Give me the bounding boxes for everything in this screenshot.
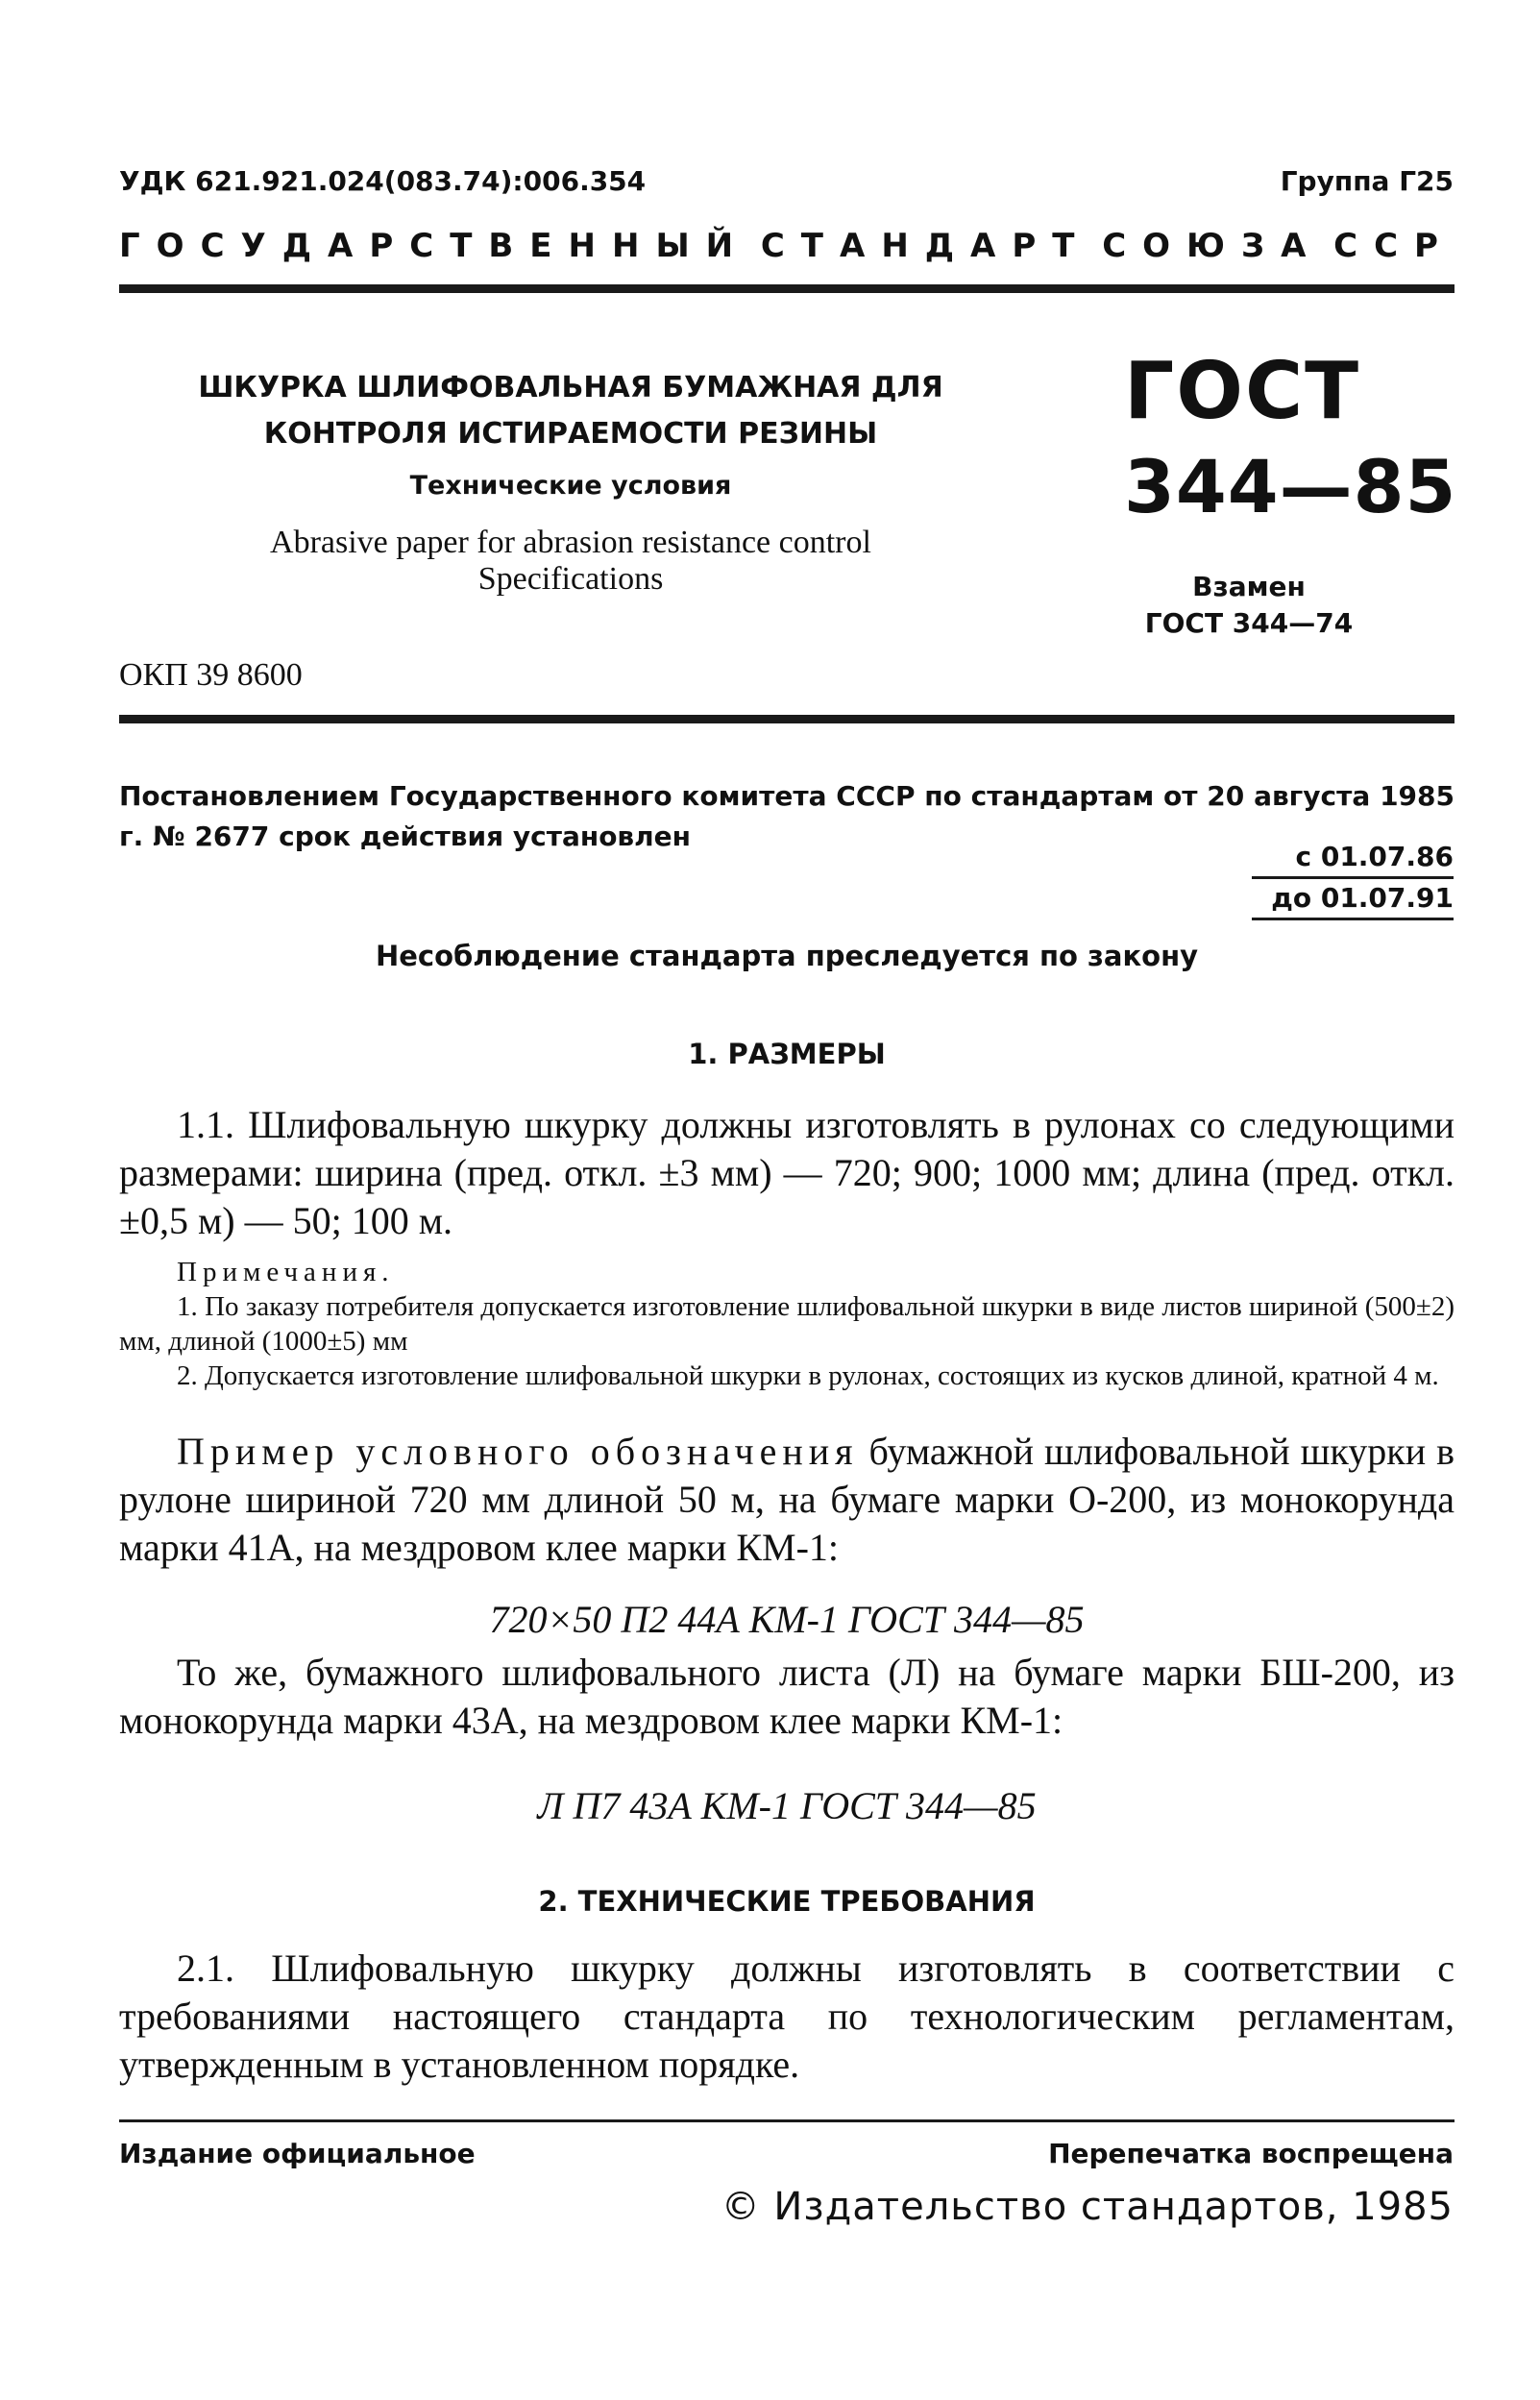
replaced-document: ГОСТ 344—74 [1144, 607, 1354, 639]
title-line-2: КОНТРОЛЯ ИСТИРАЕМОСТИ РЕЗИНЫ [263, 417, 878, 451]
english-title [119, 525, 1022, 598]
document-title [119, 365, 1022, 457]
header-rule [119, 284, 1454, 293]
gost-number: 344—85 [1124, 444, 1457, 529]
note-1: 1. По заказу потребителя допускается изготовление шлифовальной шкурки в виде листов шириной (500±2) мм, длиной (1000±5) мм [119, 1291, 1454, 1357]
okp-code: ОКП 39 8600 [119, 657, 303, 693]
title-block-rule [119, 715, 1454, 723]
reprint-prohibited-label: Перепечатка воспрещена [1048, 2138, 1454, 2169]
english-title-line-2: Specifications [477, 561, 664, 597]
clause-1-1: 1.1. Шлифовальную шкурку должны изготовлять в рулонах со следующими размерами: ширина (пред. откл. ±3 мм) — 720; 900; 1000 мм; длина (пред. откл. ±0,5 м) — 50; 100 м. [119, 1103, 1454, 1242]
copyright-notice: © Издательство стандартов, 1985 [721, 2185, 1454, 2229]
replace-label: Взамен [1192, 571, 1306, 602]
same-paragraph: То же, бумажного шлифовального листа (Л) на бумаге марки БШ-200, из монокорунда марки 43А, на мездровом клее марки КМ-1: [119, 1651, 1454, 1742]
example-lead: Пример условного обозначения [177, 1430, 859, 1473]
designation-example-1: 720×50 П2 44А КМ-1 ГОСТ 344—85 [489, 1598, 1085, 1641]
official-edition-label: Издание официальное [119, 2138, 476, 2169]
designation-example-2: Л П7 43А КМ-1 ГОСТ 344—85 [537, 1784, 1037, 1827]
state-standard-word-4: ССР [1333, 227, 1454, 265]
notes-heading: Примечания. [177, 1257, 395, 1287]
decree-sentence: Постановлением Государственного комитета СССР по стандартам от 20 августа 1985 г. № 2677 срок действия установлен [119, 780, 1454, 852]
valid-from: с 01.07.86 [1295, 841, 1454, 872]
group-code: Группа Г25 [1280, 165, 1454, 197]
validity-dates [1252, 838, 1454, 920]
section-1-title: 1. РАЗМЕРЫ [688, 1038, 886, 1070]
example-text: бумажной шлифовальной шкурки в рулоне шириной 720 мм длиной 50 м, на бумаге марки О-200, из монокорунда марки 41А, на мездровом клее марки КМ-1: [119, 1430, 1454, 1569]
clause-2-1: 2.1. Шлифовальную шкурку должны изготовлять в соответствии с требованиями настоящего стандарта по технологическим регламентам, утвержденным в установленном порядке. [119, 1947, 1454, 2086]
valid-to: до 01.07.91 [1252, 876, 1454, 920]
gost-label: ГОСТ [1124, 346, 1361, 437]
state-standard-word-2: СТАНДАРТ [760, 227, 1091, 265]
state-standard-word-1: ГОСУДАРСТВЕННЫЙ [119, 227, 750, 265]
state-standard-heading [119, 227, 1454, 265]
udk-code: УДК 621.921.024(083.74):006.354 [119, 165, 647, 197]
section-2-title: 2. ТЕХНИЧЕСКИЕ ТРЕБОВАНИЯ [538, 1885, 1036, 1918]
note-2: 2. Допускается изготовление шлифовальной шкурки в рулонах, состоящих из кусков длиной, кратной 4 м. [177, 1360, 1439, 1391]
document-subtitle: Технические условия [409, 471, 732, 501]
example-paragraph [119, 1428, 1454, 1572]
english-title-line-1: Abrasive paper for abrasion resistance control [270, 525, 871, 560]
state-standard-word-3: СОЮЗА [1102, 227, 1323, 265]
footer-rule [119, 2119, 1454, 2122]
legal-warning: Несоблюдение стандарта преследуется по закону [375, 940, 1199, 972]
title-line-1: ШКУРКА ШЛИФОВАЛЬНАЯ БУМАЖНАЯ ДЛЯ [198, 371, 943, 404]
